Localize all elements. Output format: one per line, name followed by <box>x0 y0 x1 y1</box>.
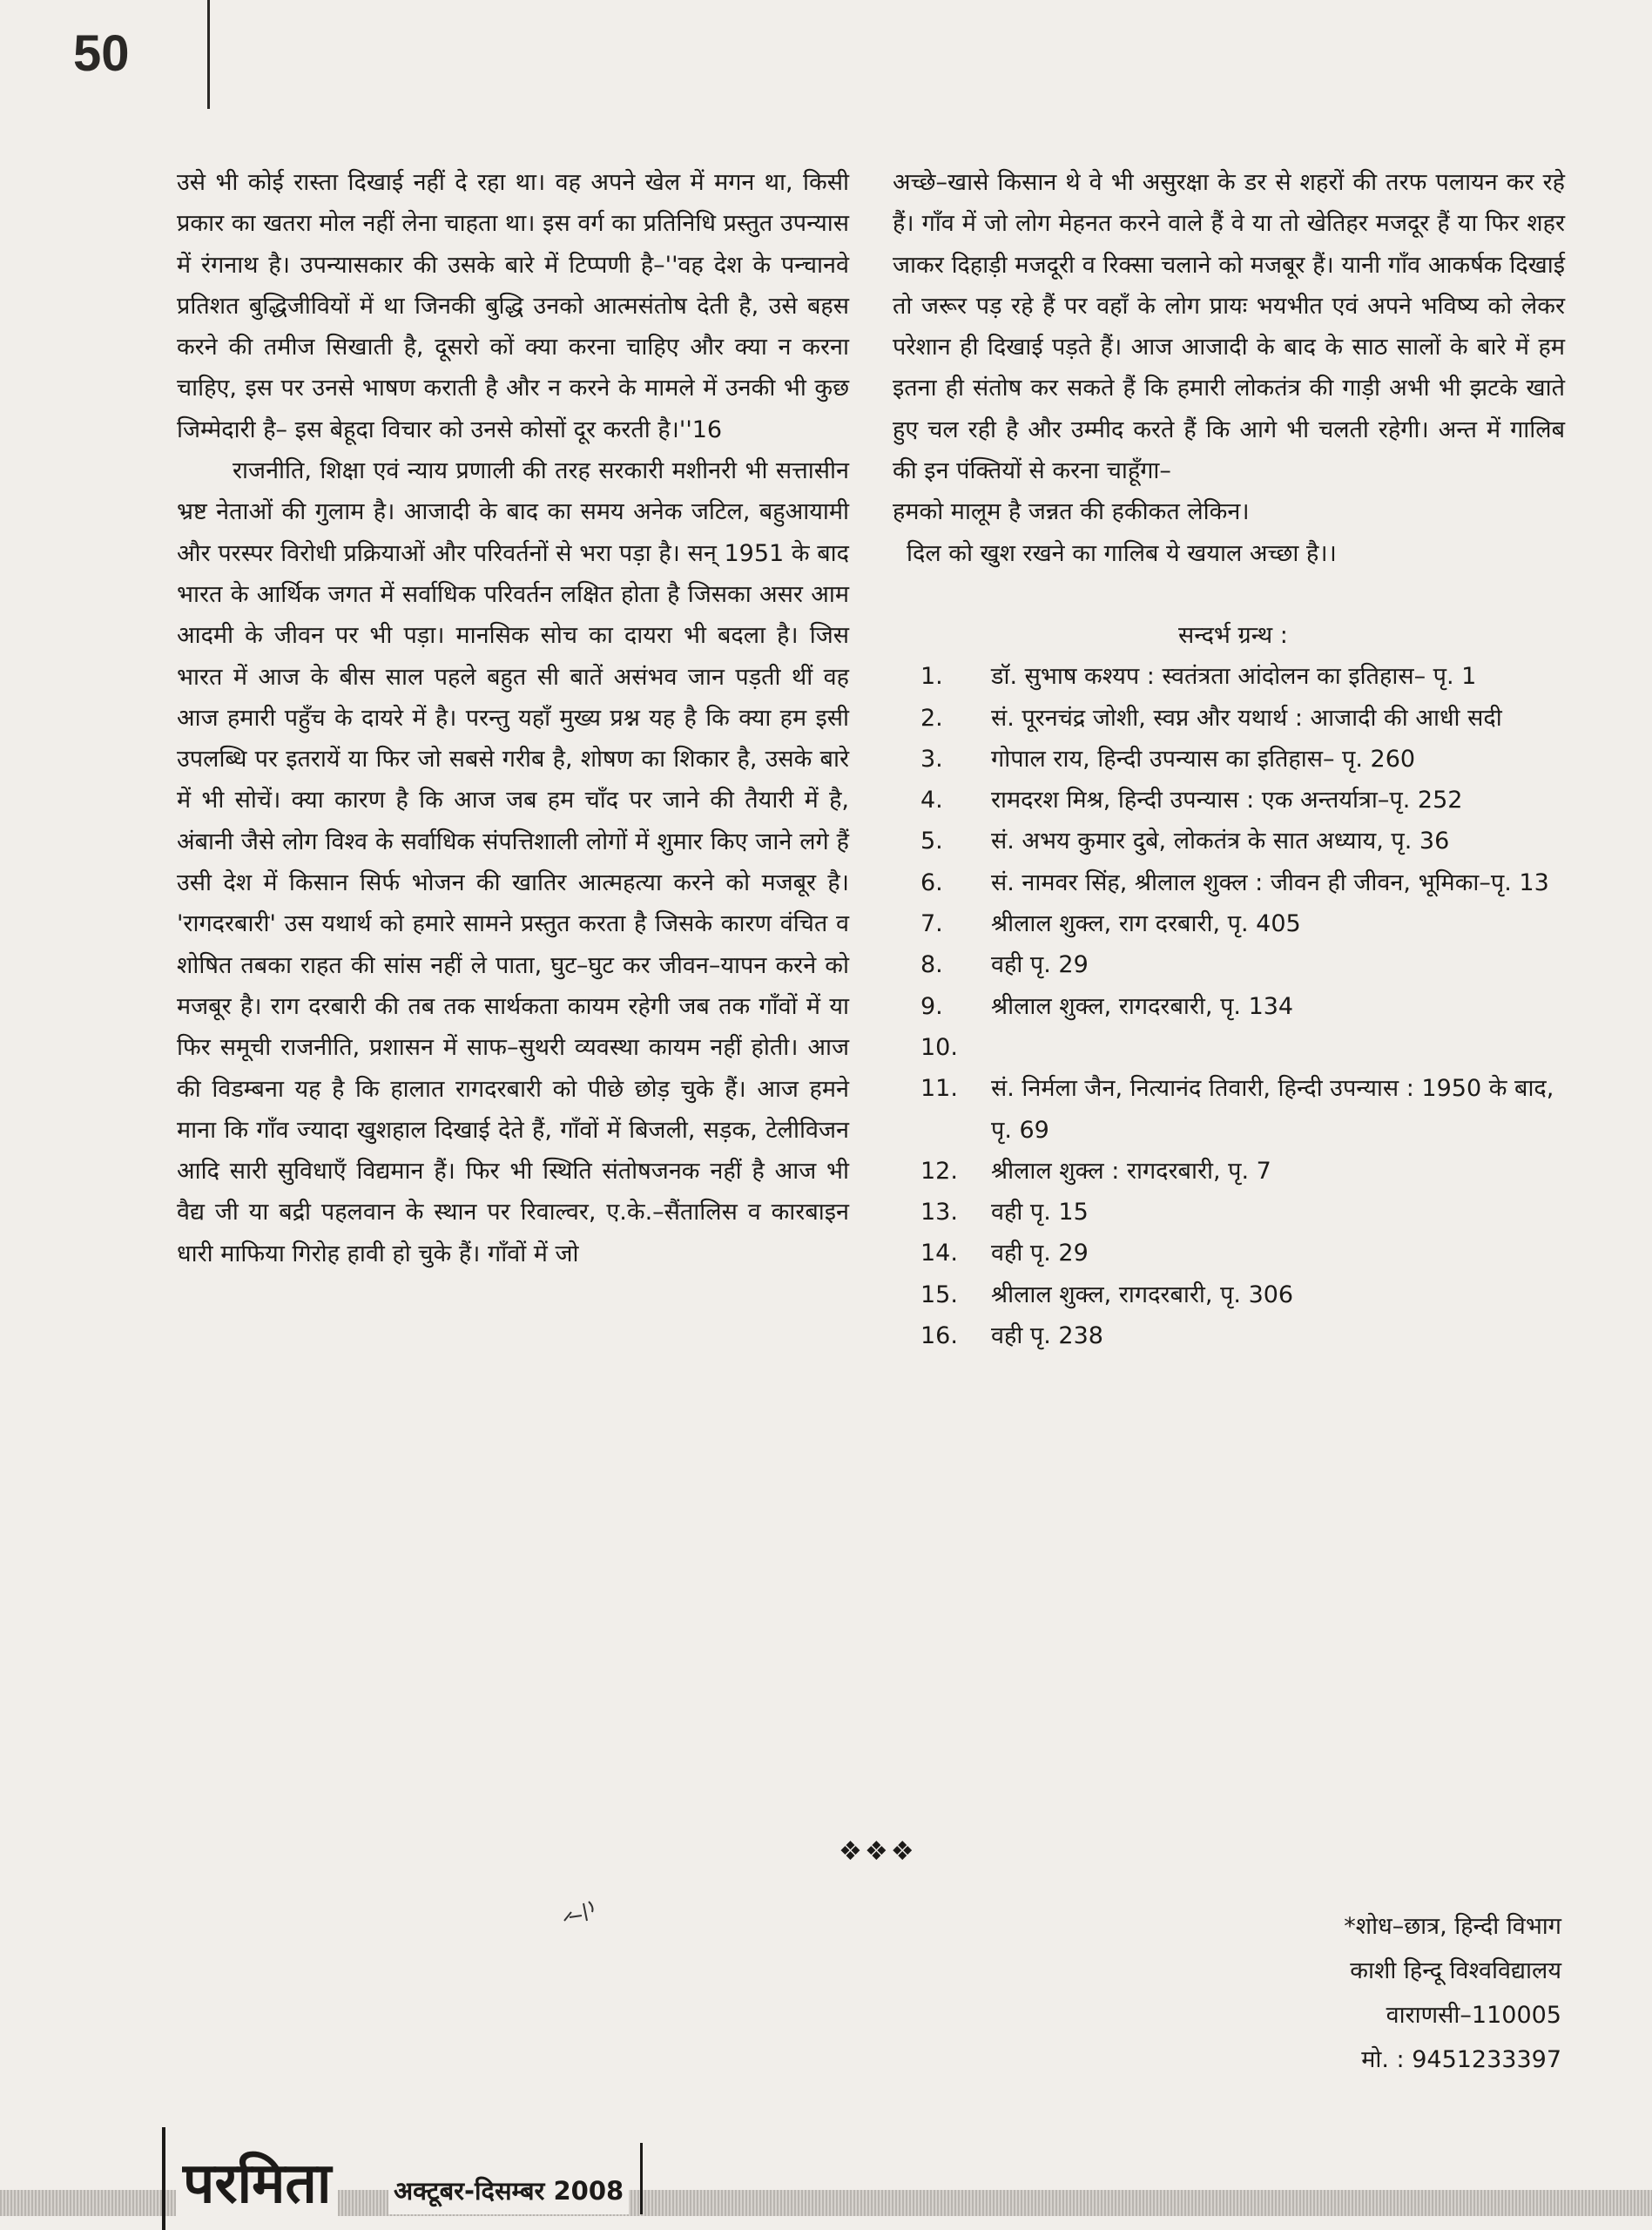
reference-text: रामदरश मिश्र, हिन्दी उपन्यास : एक अन्तर्यात्रा–पृ. 252 <box>991 787 1463 814</box>
reference-text: वही पृ. 29 <box>991 1240 1089 1267</box>
reference-number: 10. <box>920 1033 958 1061</box>
reference-item <box>893 1192 1565 1233</box>
reference-number: 12. <box>920 1157 958 1185</box>
left-paragraph-1: उसे भी कोई रास्ता दिखाई नहीं दे रहा था। वह अपने खेल में मगन था, किसी प्रकार का खतरा मोल नहीं लेना चाहता था। इस वर्ग का प्रतिनिधि प्रस्तुत उपन्यास में रंगनाथ है। उपन्यासकार की उसके बारे में टिप्पणी है–''वह देश के पन्चानवे प्रतिशत बुद्धिजीवियों में था जिनकी बुद्धि उनको आत्मसंतोष देती है, उसे बहस करने की तमीज सिखाती है, दूसरो कों क्या करना चाहिए और क्या न करना चाहिए, इस पर उनसे भाषण कराती है और न करने के मामले में उनकी भी कुछ जिम्मेदारी है– इस बेहूदा विचार को उनसे कोसों दूर करती है।''16 <box>177 169 849 443</box>
reference-item <box>893 903 1565 944</box>
reference-number: 11. <box>920 1075 958 1103</box>
reference-text: वही पृ. 29 <box>991 951 1089 979</box>
couplet-line-2: दिल को खुश रखने का गालिब ये खयाल अच्छा है।। <box>907 539 1337 567</box>
reference-text: गोपाल राय, हिन्दी उपन्यास का इतिहास– पृ. 260 <box>991 745 1416 773</box>
right-paragraph-1: अच्छे–खासे किसान थे वे भी असुरक्षा के डर से शहरों की तरफ पलायन कर रहे हैं। गाँव में जो लोग मेहनत करने वाले हैं वे या तो खेतिहर मजदूर हैं या फिर शहर जाकर दिहाड़ी मजदूरी व रिक्सा चलाने को मजबूर हैं। यानी गाँव आकर्षक दिखाई तो जरूर पड़ रहे हैं पर वहाँ के लोग प्रायः भयभीत एवं अपने भविष्य को लेकर परेशान ही दिखाई पड़ते हैं। आज आजादी के बाद के साठ सालों के बारे में हम इतना ही संतोष कर सकते हैं कि हमारी लोकतंत्र की गाड़ी अभी भी झटके खाते हुए चल रही है और उम्मीद करते हैं कि आगे भी चलती रहेगी। अन्त में गालिब की इन पंक्तियों से करना चाहूँगा– <box>893 169 1565 485</box>
section-end-ornament: ❖❖❖ <box>839 1836 917 1867</box>
reference-number: 2. <box>920 704 943 732</box>
reference-number: 8. <box>920 951 943 979</box>
footer-rule-left <box>162 2127 165 2230</box>
reference-text: डॉ. सुभाष कश्यप : स्वतंत्रता आंदोलन का इतिहास– पृ. 1 <box>991 663 1477 691</box>
reference-text: सं. पूरनचंद्र जोशी, स्वप्न और यथार्थ : आजादी की आधी सदी <box>991 704 1502 732</box>
reference-number: 3. <box>920 745 943 773</box>
reference-item <box>893 739 1565 780</box>
reference-text: सं. नामवर सिंह, श्रीलाल शुक्ल : जीवन ही जीवन, भूमिका–पृ. 13 <box>991 868 1549 896</box>
reference-number: 7. <box>920 910 943 938</box>
right-column <box>893 162 1565 1356</box>
reference-item <box>893 780 1565 821</box>
reference-number: 13. <box>920 1199 958 1226</box>
references-heading: सन्दर्भ ग्रन्थ : <box>1178 621 1288 649</box>
reference-text: वही पृ. 238 <box>991 1322 1103 1350</box>
reference-number: 9. <box>920 992 943 1020</box>
reference-item <box>893 1068 1565 1151</box>
reference-number: 16. <box>920 1322 958 1350</box>
reference-number: 1. <box>920 663 943 691</box>
author-affiliation <box>1344 1904 1561 2082</box>
affiliation-phone: मो. : 9451233397 <box>1361 2046 1561 2073</box>
reference-item <box>893 656 1565 697</box>
reference-item <box>893 862 1565 903</box>
handwritten-mark <box>557 1895 601 1929</box>
reference-number: 4. <box>920 787 943 814</box>
reference-number: 15. <box>920 1281 958 1308</box>
reference-text: सं. निर्मला जैन, नित्यानंद तिवारी, हिन्दी उपन्यास : 1950 के बाद, पृ. 69 <box>991 1075 1554 1144</box>
footer-rule-right <box>640 2143 643 2214</box>
reference-number: 14. <box>920 1240 958 1267</box>
couplet-line-1: हमको मालूम है जन्नत की हकीकत लेकिन। <box>893 498 1250 526</box>
header-rule <box>207 0 210 109</box>
reference-item <box>893 1151 1565 1192</box>
reference-text: वही पृ. 15 <box>991 1199 1089 1226</box>
reference-item <box>893 1274 1565 1315</box>
reference-item <box>893 1233 1565 1274</box>
reference-number: 6. <box>920 868 943 896</box>
left-paragraph-2: राजनीति, शिक्षा एवं न्याय प्रणाली की तरह सरकारी मशीनरी भी सत्तासीन भ्रष्ट नेताओं की गुलाम है। आजादी के बाद का समय अनेक जटिल, बहुआयामी और परस्पर विरोधी प्रक्रियाओं और परिवर्तनों से भरा पड़ा है। सन् 1951 के बाद भारत के आर्थिक जगत में सर्वाधिक परिवर्तन लक्षित होता है जिसका असर आम आदमी के जीवन पर भी पड़ा। मानसिक सोच का दायरा भी बदला है। जिस भारत में आज के बीस साल पहले बहुत सी बातें असंभव जान पड़ती थीं वह आज हमारी पहुँच के दायरे में है। परन्तु यहाँ मुख्य प्रश्न यह है कि क्या हम इसी उपलब्धि पर इतरायें या फिर जो सबसे गरीब है, शोषण का शिकार है, उसके बारे में भी सोचें। क्या कारण है कि आज जब हम चाँद पर जाने की तैयारी में है, अंबानी जैसे लोग विश्व के सर्वाधिक संपत्तिशाली लोगों में शुमार किए जाने लगे हैं उसी देश में किसान सिर्फ भोजन की खातिर आत्महत्या करने को मजबूर है। 'रागदरबारी' उस यथार्थ को हमारे सामने प्रस्तुत करता है जिसके कारण वंचित व शोषित तबका राहत की सांस नहीं ले पाता, घुट–घुट कर जीवन–यापन करने को मजबूर है। राग दरबारी की तब तक सार्थकता कायम रहेगी जब तक गाँवों में या फिर समूची राजनीति, प्रशासन में साफ–सुथरी व्यवस्था कायम नहीं होती। आज की विडम्बना यह है कि हालात रागदरबारी को पीछे छोड़ चुके हैं। आज हमने माना कि गाँव ज्यादा खुशहाल दिखाई देते हैं, गाँवों में बिजली, सड़क, टेलीविजन आदि सारी सुविधाएँ विद्यमान हैं। फिर भी स्थिति संतोषजनक नहीं है आज भी वैद्य जी या बद्री पहलवान के स्थान पर रिवाल्वर, ए.के.–सैंतालिस व कारबाइन धारी माफिया गिरोह हावी हो चुके हैं। गाँवों में जो <box>177 457 849 1267</box>
left-column <box>177 162 849 1274</box>
affiliation-department: *शोध–छात्र, हिन्दी विभाग <box>1344 1913 1561 1940</box>
reference-item <box>893 698 1565 739</box>
reference-number: 5. <box>920 828 943 855</box>
reference-text: श्रीलाल शुक्ल, राग दरबारी, पृ. 405 <box>991 910 1301 938</box>
magazine-title: परमिता <box>176 2145 338 2223</box>
reference-item <box>893 1315 1565 1356</box>
reference-text: श्रीलाल शुक्ल, रागदरबारी, पृ. 306 <box>991 1281 1294 1308</box>
reference-item <box>893 821 1565 862</box>
affiliation-city: वाराणसी–110005 <box>1386 2002 1561 2029</box>
reference-item <box>893 944 1565 985</box>
reference-text: श्रीलाल शुक्ल : रागदरबारी, पृ. 7 <box>991 1157 1271 1185</box>
references-list <box>893 656 1565 1356</box>
reference-text: सं. अभय कुमार दुबे, लोकतंत्र के सात अध्याय, पृ. 36 <box>991 828 1450 855</box>
affiliation-university: काशी हिन्दू विश्वविद्यालय <box>1350 1957 1561 1984</box>
reference-text: श्रीलाल शुक्ल, रागदरबारी, पृ. 134 <box>991 992 1294 1020</box>
issue-date: अक्टूबर-दिसम्बर 2008 <box>388 2167 629 2214</box>
reference-item <box>893 986 1565 1027</box>
ghalib-couplet <box>893 491 1565 574</box>
reference-text <box>991 1027 1565 1068</box>
page-number: 50 <box>73 25 130 82</box>
reference-item <box>893 1027 1565 1068</box>
